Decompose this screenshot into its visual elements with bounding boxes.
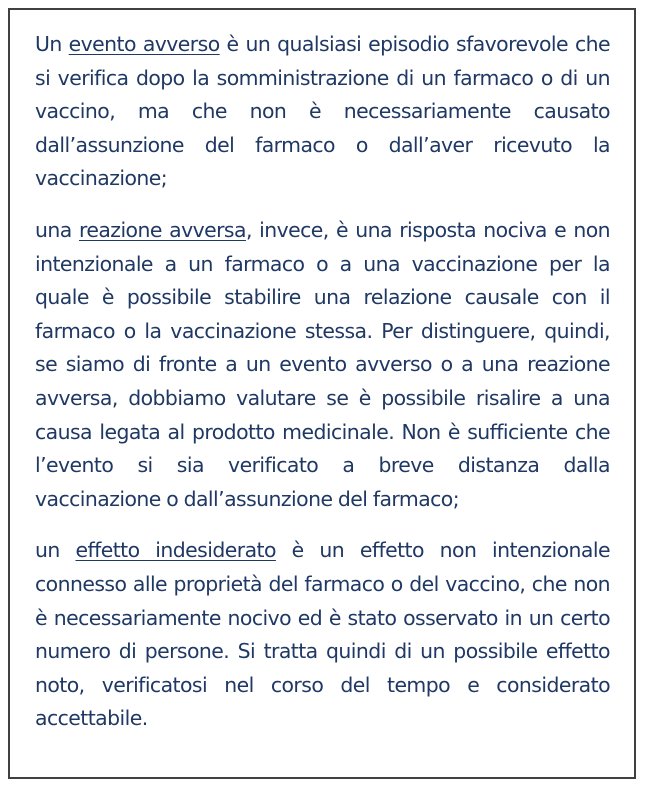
definitions-box (8, 8, 636, 779)
paragraph-reazione-avversa (35, 214, 610, 516)
paragraph-body: è un qualsiasi episodio sfavorevole che si verifica dopo la somministrazione di un farmaco o di un vaccino, ma che non è necessariamente causato dall’assunzione del farmaco o dall’aver ricevuto la vaccinazione; (35, 32, 610, 191)
paragraph-evento-avverso (35, 28, 610, 196)
paragraph-lead: una (35, 217, 79, 242)
term-evento-avverso: evento avverso (68, 32, 220, 56)
paragraph-lead: un (35, 538, 76, 563)
paragraph-effetto-indesiderato (35, 534, 610, 736)
paragraph-body: , invece, è una risposta nociva e non intenzionale a un farmaco o a una vaccinazione per la quale è possibile stabilire una relazione causale con il farmaco o la vaccinazione stessa. Per distinguere, quindi, se siamo di fronte a un evento avverso o a una reazione avversa, dobbiamo valutare se è possibile risalire a una causa legata al prodotto medicinale. Non è sufficiente che l’evento si sia verificato a breve distanza dalla vaccinazione o dall’assunzione del farmaco; (35, 217, 610, 511)
term-effetto-indesiderato: effetto indesiderato (75, 538, 276, 563)
paragraph-lead: Un (35, 32, 69, 56)
term-reazione-avversa: reazione avversa (78, 217, 246, 242)
paragraph-body: è un effetto non intenzionale connesso alle proprietà del farmaco o del vaccino, che non è necessariamente nocivo ed è stato osservato in un certo numero di persone. Si tratta quindi di un possibile effetto noto, verificatosi nel corso del tempo e considerato accettabile. (35, 538, 610, 731)
